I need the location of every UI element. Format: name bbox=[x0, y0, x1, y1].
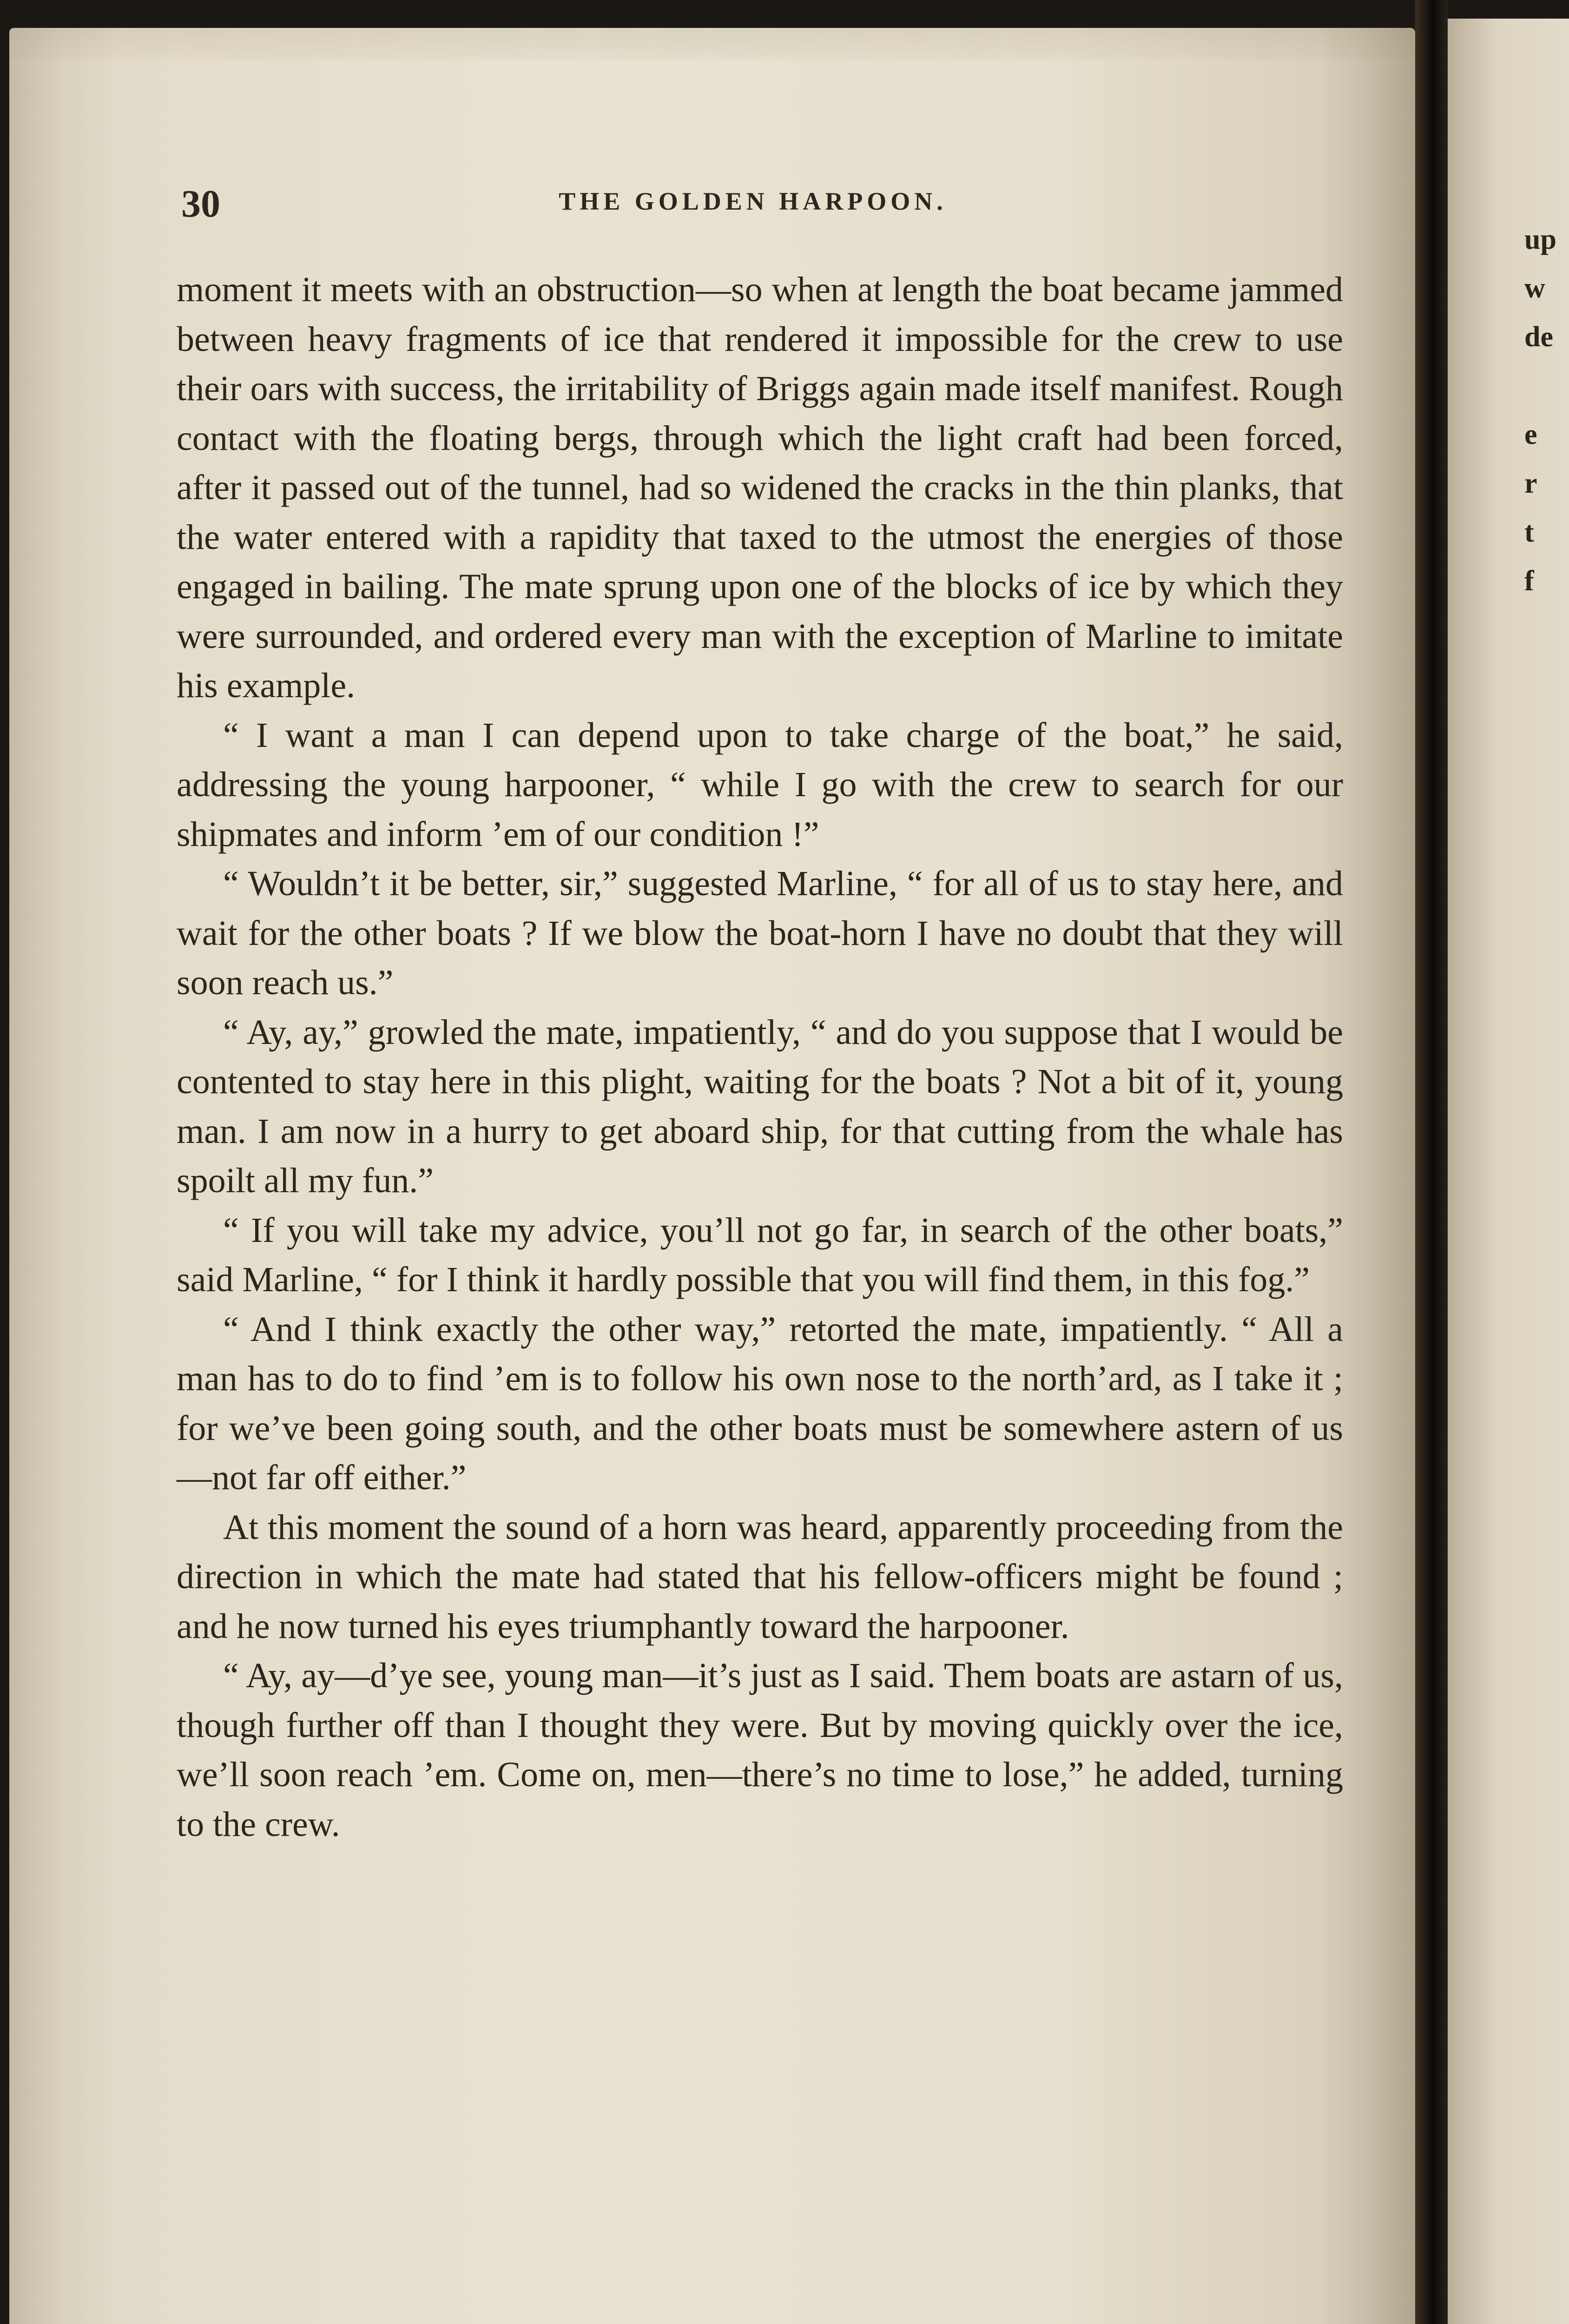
adjacent-page-fragment: f bbox=[1524, 565, 1534, 597]
page-number: 30 bbox=[181, 182, 220, 225]
book-spine bbox=[1415, 0, 1448, 2324]
adjacent-page-fragment: up bbox=[1524, 224, 1556, 255]
adjacent-page bbox=[1448, 19, 1569, 2324]
paragraph: At this moment the sound of a horn was heard, apparently proceeding from the direction in which the mate had stated that his fellow-officers might be found ; and he now turned his eyes triumphantly toward the harpooner. bbox=[177, 1507, 1343, 1646]
body-text bbox=[177, 265, 1343, 1849]
paragraph: moment it meets with an obstruction—so when at length the boat became jammed between heavy fragments of ice that rendered it impossible for the crew to use their oars with success, the irritability of Briggs again made itself manifest. Rough contact with the floating bergs, through which the light craft had been forced, after it passed out of the tunnel, had so widened the cracks in the thin planks, that the water entered with a rapidity that taxed to the utmost the energies of those engaged in bailing. The mate sprung upon one of the blocks of ice by which they were surrounded, and ordered every man with the exception of Marline to imitate his example. bbox=[177, 270, 1343, 705]
adjacent-page-fragment: e bbox=[1524, 419, 1537, 450]
running-head bbox=[167, 177, 1338, 228]
paragraph: “ Ay, ay—d’ye see, young man—it’s just as I said. Them boats are astarn of us, though further off than I thought they were. But by moving quickly over the ice, we’ll soon reach ’em. Come on, men—there’s no time to lose,” he added, turning to the crew. bbox=[177, 1656, 1343, 1844]
paragraph: “ Ay, ay,” growled the mate, impatiently, “ and do you suppose that I would be contented to stay here in this plight, waiting for the boats ? Not a bit of it, young man. I am now in a hurry to get aboard ship, for that cutting from the whale has spoilt all my fun.” bbox=[177, 1012, 1343, 1200]
book-title: THE GOLDEN HARPOON. bbox=[559, 187, 947, 215]
adjacent-page-fragment: r bbox=[1524, 468, 1537, 499]
paragraph: “ And I think exactly the other way,” retorted the mate, impatiently. “ All a man has to do to find ’em is to follow his own nose to the north’ard, as I take it ; for we’ve been going south, and the other boats must be somewhere astern of us—not far off either.” bbox=[177, 1309, 1343, 1497]
adjacent-page-fragment: w bbox=[1524, 272, 1545, 304]
paragraph: “ If you will take my advice, you’ll not go far, in search of the other boats,” said Marline, “ for I think it hardly possible that you will find them, in this fog.” bbox=[177, 1210, 1343, 1299]
adjacent-page-fragment: t bbox=[1524, 516, 1534, 548]
paragraph: “ I want a man I can depend upon to take charge of the boat,” he said, addressing the young harpooner, “ while I go with the crew to search for our shipmates and inform ’em of our condition !” bbox=[177, 715, 1343, 854]
adjacent-page-fragment: de bbox=[1524, 321, 1553, 353]
paragraph: “ Wouldn’t it be better, sir,” suggested Marline, “ for all of us to stay here, and wait for the other boats ? If we blow the boat-horn I have no doubt that they will soon reach us.” bbox=[177, 864, 1343, 1002]
